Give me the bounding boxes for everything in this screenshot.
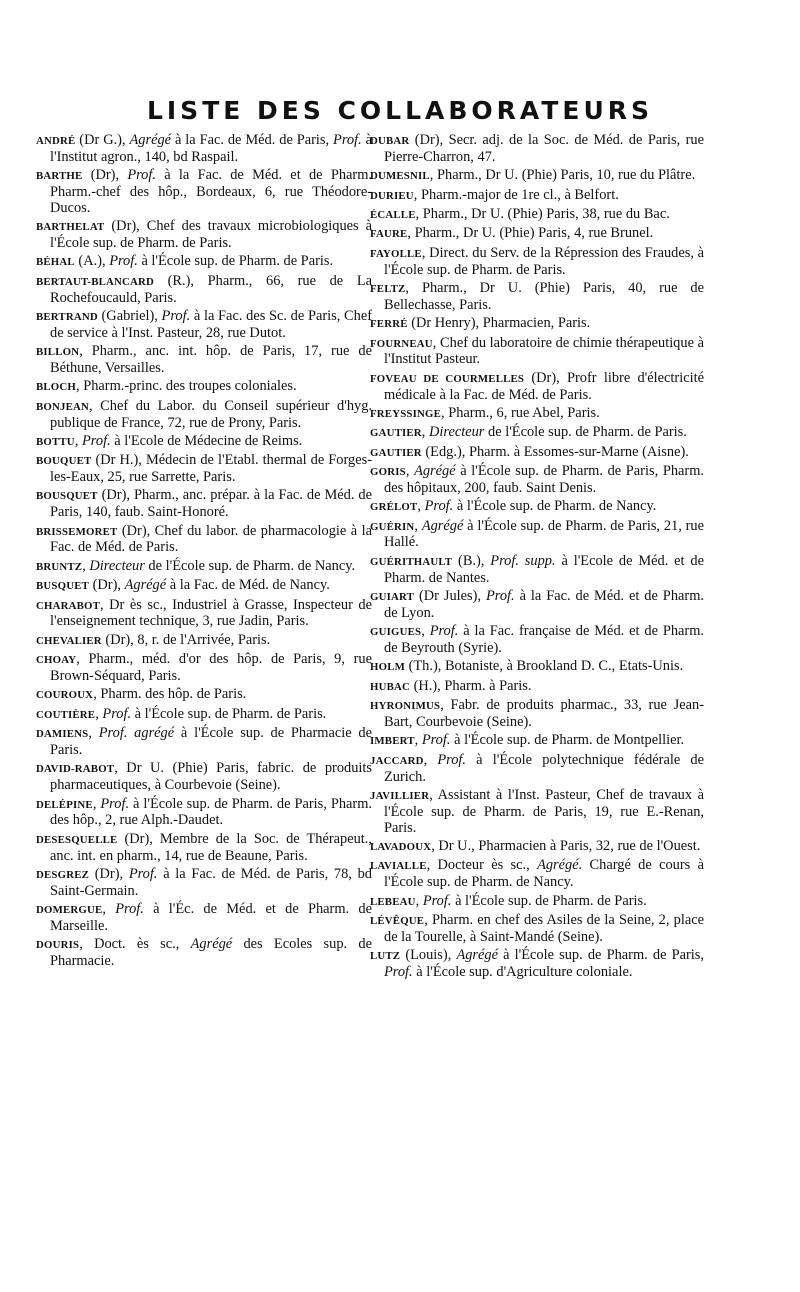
collaborator-details: à l'École sup. de Pharm. de Paris. bbox=[137, 253, 334, 270]
collaborator-entry bbox=[36, 578, 372, 595]
collaborator-title: Prof. bbox=[421, 732, 451, 749]
collaborator-details: à l'École sup. de Pharm. de Paris, bbox=[498, 947, 704, 964]
collaborator-title: Prof. bbox=[485, 588, 515, 605]
collaborator-details: , bbox=[95, 705, 103, 722]
collaborator-details: des Ecoles sup. de Pharmacie. bbox=[50, 936, 373, 970]
collaborator-title: Prof. bbox=[102, 705, 132, 722]
collaborator-name: BRUNTZ bbox=[36, 560, 83, 573]
collaborator-entry bbox=[36, 488, 372, 521]
collaborator-details: , Pharm., méd. d'or des hôp. de Paris, 9, rue Brown-Séquard, Paris. bbox=[50, 651, 372, 684]
collaborator-details: , Pharm.-princ. des troupes coloniales. bbox=[76, 378, 297, 395]
collaborator-title: Agrégé bbox=[421, 517, 464, 534]
collaborator-name: DAVID-RABOT bbox=[36, 763, 115, 776]
collaborator-details: , Doct. ès sc., bbox=[79, 936, 191, 953]
collaborator-name: JACCARD bbox=[370, 754, 424, 767]
collaborator-details: , Chef du Labor. du Conseil supérieur d'hyg. publique de France, 72, rue de Prony, Paris. bbox=[50, 397, 372, 431]
collaborator-name: DELÉPINE bbox=[36, 798, 93, 811]
collaborator-entry bbox=[370, 425, 704, 442]
collaborator-entry bbox=[36, 902, 372, 935]
collaborator-details: (Th.), Botaniste, à Brookland D. C., Etats-Unis. bbox=[405, 658, 684, 675]
collaborator-name: BOUSQUET bbox=[36, 490, 98, 503]
collaborator-details: à l'École polytechnique fédérale de Zurich. bbox=[384, 751, 704, 785]
collaborator-details: à la Fac. de Méd. de Paris, 78, bd Saint-Germain. bbox=[50, 865, 372, 899]
collaborator-name: BERTAUT-BLANCARD bbox=[36, 275, 155, 288]
collaborator-details: à la Fac. de Méd. et de Pharm. Pharm.-chef des hôp., Bordeaux, 6, rue Théodore-Ducos. bbox=[50, 167, 372, 216]
collaborator-details: , bbox=[415, 892, 423, 909]
collaborator-title: Agrégé bbox=[129, 132, 172, 148]
collaborator-details: , Pharm., Dr U. (Phie) Paris, 10, rue du Plâtre. bbox=[429, 167, 696, 184]
collaborator-name: LAVIALLE bbox=[370, 860, 427, 873]
collaborator-details: Chargé de cours à l'École sup. de Pharm. de Nancy. bbox=[384, 857, 704, 891]
collaborator-entry bbox=[370, 168, 704, 185]
collaborator-entry bbox=[370, 406, 704, 423]
left-column bbox=[36, 133, 372, 972]
collaborator-name: GUÉRITHAULT bbox=[370, 555, 453, 568]
collaborator-entry bbox=[370, 753, 704, 786]
collaborator-details: , bbox=[414, 517, 422, 534]
collaborator-entry bbox=[36, 598, 372, 631]
collaborator-entry bbox=[370, 246, 704, 279]
collaborator-title: Prof. agrégé bbox=[98, 725, 175, 742]
collaborator-details: , Pharm., anc. int. hôp. de Paris, 17, rue de Béthune, Versailles. bbox=[50, 343, 372, 376]
collaborator-details: à l'École sup. de Pharm. de Paris. bbox=[131, 705, 327, 722]
collaborator-details: à l'Institut agron., 140, bd Raspail. bbox=[50, 132, 373, 165]
collaborator-details: , Docteur ès sc., bbox=[426, 857, 538, 874]
collaborator-entry bbox=[36, 168, 372, 216]
collaborator-name: LÉVÊQUE bbox=[370, 914, 425, 927]
collaborator-name: GUIGUES bbox=[370, 626, 422, 639]
collaborator-entry bbox=[36, 274, 372, 307]
collaborator-entry bbox=[370, 733, 704, 750]
page-title: LISTE DES COLLABORATEURS bbox=[146, 96, 654, 125]
collaborator-name: FERRÉ bbox=[370, 318, 408, 331]
collaborator-name: FAYOLLE bbox=[370, 247, 422, 260]
collaborator-title: Directeur bbox=[89, 557, 145, 574]
collaborator-name: GUIART bbox=[370, 591, 415, 604]
collaborator-details: , bbox=[421, 424, 429, 441]
collaborator-details: , bbox=[102, 901, 116, 918]
collaborator-entry bbox=[370, 858, 704, 891]
collaborator-name: ANDRÉ bbox=[36, 135, 76, 147]
collaborator-name: GRÉLOT bbox=[370, 501, 418, 514]
collaborator-name: BILLON bbox=[36, 346, 80, 359]
collaborator-name: DAMIENS bbox=[36, 728, 89, 741]
collaborator-name: GAUTIER bbox=[370, 427, 422, 440]
collaborator-name: CHARABOT bbox=[36, 599, 100, 612]
right-column bbox=[370, 133, 704, 983]
collaborator-name: LAVADOUX bbox=[370, 840, 432, 853]
collaborator-details: , Fabr. de produits pharmac., 33, rue Jean-Bart, Courbevoie (Seine). bbox=[384, 697, 704, 730]
collaborator-details: à la Fac. française de Méd. et de Pharm. de Beyrouth (Syrie). bbox=[384, 623, 704, 656]
collaborator-name: CHEVALIER bbox=[36, 634, 102, 647]
collaborator-details: , bbox=[414, 732, 422, 749]
collaborator-entry bbox=[36, 309, 372, 342]
collaborator-details: (Dr), 8, r. de l'Arrivée, Paris. bbox=[101, 631, 271, 648]
collaborator-details: à l'École sup. de Pharm. de Paris. bbox=[451, 892, 647, 909]
collaborator-name: DESESQUELLE bbox=[36, 833, 118, 846]
collaborator-entry bbox=[370, 226, 704, 243]
collaborator-details: (Dr), Secr. adj. de la Soc. de Méd. de Paris, rue Pierre-Charron, 47. bbox=[384, 132, 704, 165]
collaborator-entry bbox=[370, 519, 704, 552]
collaborator-details: , bbox=[92, 795, 101, 812]
collaborator-entry bbox=[36, 761, 372, 794]
collaborator-name: CHOAY bbox=[36, 654, 77, 667]
collaborator-name: FELTZ bbox=[370, 282, 406, 295]
collaborator-title: Agrégé bbox=[124, 577, 167, 594]
collaborator-name: BONJEAN bbox=[36, 400, 89, 413]
collaborator-details: (Louis), bbox=[400, 947, 457, 964]
collaborator-name: DUMESNIL bbox=[370, 170, 430, 183]
collaborator-entry bbox=[370, 913, 704, 946]
collaborator-details: , Pharm., 6, rue Abel, Paris. bbox=[441, 404, 600, 421]
collaborator-details: à l'École sup. de Pharm. de Nancy. bbox=[453, 498, 657, 515]
collaborator-details: , bbox=[88, 725, 99, 742]
collaborator-details: , bbox=[421, 623, 430, 640]
collaborator-details: à l'École sup. de Pharmacie de Paris. bbox=[50, 725, 372, 758]
collaborator-details: à l'École sup. de Pharm. de Paris, Pharm. des hôpitaux, 200, faub. Saint Denis. bbox=[384, 463, 704, 496]
collaborator-name: BRISSEMORET bbox=[36, 525, 118, 538]
collaborator-details: à l'École sup. de Pharm. de Paris, Pharm. des hôp., 2, rue Alph.-Daudet. bbox=[50, 795, 372, 829]
collaborator-details: à l'Ecole de Méd. et de Pharm. de Nantes. bbox=[384, 552, 704, 586]
collaborator-name: BÉHAL bbox=[36, 256, 75, 269]
collaborator-entry bbox=[370, 894, 704, 911]
collaborator-details: , Chef du laboratoire de chimie thérapeutique à l'Institut Pasteur. bbox=[384, 334, 704, 368]
collaborator-title: Agrégé bbox=[456, 947, 498, 964]
collaborator-title: Prof. bbox=[422, 892, 452, 909]
collaborator-details: , Pharm., Dr U. (Phie) Paris, 38, rue du Bac. bbox=[415, 205, 670, 222]
collaborator-name: DUBAR bbox=[370, 135, 410, 147]
collaborator-title: Prof. supp. bbox=[490, 552, 556, 569]
collaborator-name: HOLM bbox=[370, 661, 405, 674]
collaborator-name: GORIS bbox=[370, 466, 406, 479]
collaborator-details: (H.), Pharm. à Paris. bbox=[410, 677, 532, 694]
collaborator-details: (Dr), bbox=[89, 577, 125, 594]
collaborator-entry bbox=[36, 652, 372, 685]
collaborator-entry bbox=[36, 344, 372, 377]
collaborator-title: Agrégé. bbox=[537, 857, 583, 874]
collaborator-name: BARTHE bbox=[36, 170, 83, 183]
collaborator-name: BUSQUET bbox=[36, 580, 90, 593]
collaborator-entry bbox=[36, 399, 372, 432]
collaborator-details: (Dr H.), Médecin de l'Etabl. thermal de Forges-les-Eaux, 25, rue Sarrette, Paris. bbox=[50, 452, 372, 486]
collaborator-entry bbox=[36, 559, 372, 576]
collaborator-details: de l'École sup. de Pharm. de Paris. bbox=[484, 424, 687, 441]
collaborator-details: (Dr Jules), bbox=[414, 588, 486, 605]
collaborator-name: BOTTU bbox=[36, 435, 75, 448]
collaborator-entry bbox=[370, 336, 704, 369]
collaborator-details: , Assistant à l'Inst. Pasteur, Chef de travaux à l'École sup. de Pharm. de Paris, 19, rue E.-Renan, Paris. bbox=[384, 786, 704, 836]
collaborator-details: (Edg.), Pharm. à Essomes-sur-Marne (Aisne). bbox=[421, 443, 689, 460]
collaborator-name: JAVILLIER bbox=[370, 789, 430, 802]
collaborator-entry bbox=[36, 687, 372, 704]
collaborator-details: à l'Éc. de Méd. et de Pharm. de Marseille. bbox=[50, 901, 372, 934]
collaborator-entry bbox=[370, 445, 704, 462]
collaborator-title: Prof. bbox=[115, 901, 144, 918]
collaborator-name: COUROUX bbox=[36, 689, 94, 702]
collaborator-details: , bbox=[423, 751, 438, 768]
collaborator-name: HYRONIMUS bbox=[370, 700, 441, 713]
collaborator-name: LUTZ bbox=[370, 950, 401, 963]
collaborator-details: à la Fac. de Méd. de Paris, bbox=[171, 132, 334, 148]
collaborator-title: Prof. bbox=[128, 865, 158, 882]
collaborator-entry bbox=[36, 254, 372, 271]
collaborator-details: (Dr), bbox=[82, 167, 128, 184]
collaborator-details: (B.), bbox=[452, 552, 491, 569]
collaborator-details: (R.), Pharm., 66, rue de La Rochefoucauld, Paris. bbox=[50, 272, 372, 306]
collaborator-entry bbox=[36, 832, 372, 865]
collaborator-entry bbox=[370, 679, 704, 696]
collaborator-details: , Pharm., Dr U. (Phie) Paris, 4, rue Brunel. bbox=[407, 225, 654, 242]
collaborator-name: IMBERT bbox=[370, 735, 415, 748]
collaborator-name: GAUTIER bbox=[370, 446, 422, 459]
collaborator-name: LEBEAU bbox=[370, 895, 416, 908]
collaborator-entry bbox=[36, 867, 372, 900]
collaborator-title: Prof. bbox=[429, 623, 459, 640]
collaborator-name: FREYSSINGE bbox=[370, 407, 441, 420]
collaborator-entry bbox=[370, 659, 704, 676]
collaborator-entry bbox=[370, 188, 704, 205]
collaborator-name: DOURIS bbox=[36, 939, 80, 952]
collaborator-entry bbox=[36, 797, 372, 830]
collaborator-entry bbox=[36, 524, 372, 557]
collaborator-details: , Pharm. des hôp. de Paris. bbox=[93, 686, 247, 703]
collaborator-details: (Dr G.), bbox=[75, 132, 130, 148]
collaborator-details: , Pharm., Dr U. (Phie) Paris, 40, rue de Bellechasse, Paris. bbox=[384, 279, 704, 313]
collaborator-entry bbox=[370, 839, 704, 856]
collaborator-entry bbox=[36, 453, 372, 486]
collaborator-name: GUÉRIN bbox=[370, 520, 415, 533]
collaborator-entry bbox=[370, 624, 704, 657]
collaborator-entry bbox=[36, 434, 372, 451]
collaborator-entry bbox=[36, 726, 372, 759]
collaborator-details: à l'École sup. de Pharm. de Paris, 21, rue Hallé. bbox=[384, 517, 704, 551]
collaborator-title: Prof. bbox=[127, 167, 156, 184]
collaborator-title: Prof. bbox=[100, 795, 130, 812]
collaborator-details: à la Fac. de Méd. de Nancy. bbox=[166, 577, 330, 594]
collaborator-title: Prof. bbox=[333, 132, 362, 148]
collaborator-entry bbox=[370, 698, 704, 731]
collaborator-name: COUTIÈRE bbox=[36, 708, 96, 721]
collaborator-details: , Dr U. (Phie) Paris, fabric. de produits pharmaceutiques, à Courbevoie (Seine). bbox=[50, 760, 372, 794]
collaborator-details: à l'Ecole de Médecine de Reims. bbox=[110, 432, 303, 449]
collaborator-details: (Dr Henry), Pharmacien, Paris. bbox=[407, 315, 591, 332]
collaborator-name: BLOCH bbox=[36, 381, 76, 394]
collaborator-name: DESGREZ bbox=[36, 868, 90, 881]
collaborator-title: Directeur bbox=[429, 424, 485, 441]
collaborator-entry bbox=[370, 281, 704, 314]
collaborator-title: Prof. bbox=[82, 432, 111, 449]
collaborator-name: DURIEU bbox=[370, 189, 414, 202]
collaborator-title: Agrégé bbox=[190, 936, 233, 953]
collaborator-entry bbox=[370, 499, 704, 516]
collaborator-entry bbox=[36, 633, 372, 650]
collaborator-name: BERTRAND bbox=[36, 310, 98, 323]
collaborator-details: , Dr ès sc., Industriel à Grasse, Inspecteur de l'enseignement technique, 3, rue Jadin, Paris. bbox=[50, 596, 372, 630]
collaborator-entry bbox=[370, 371, 704, 404]
collaborator-details: (Dr), Chef du labor. de pharmacologie à la Fac. de Méd. de Paris. bbox=[50, 522, 372, 556]
collaborator-title: Prof. bbox=[437, 751, 467, 768]
collaborator-entry bbox=[36, 379, 372, 396]
collaborator-details: , Dr U., Pharmacien à Paris, 32, rue de l'Ouest. bbox=[431, 837, 701, 854]
collaborator-entry bbox=[370, 464, 704, 497]
collaborator-name: BARTHELAT bbox=[36, 221, 105, 234]
collaborator-details: (Dr), Profr libre d'électricité médicale à la Fac. de Méd. de Paris. bbox=[384, 369, 704, 403]
collaborator-name: BOUQUET bbox=[36, 455, 92, 468]
collaborator-details: à la Fac. des Sc. de Paris, Chef de service à l'Inst. Pasteur, 28, rue Dutot. bbox=[50, 307, 373, 341]
collaborator-entry bbox=[36, 133, 372, 166]
collaborator-entry bbox=[370, 207, 704, 224]
collaborator-details: de l'École sup. de Pharm. de Nancy. bbox=[144, 557, 356, 574]
collaborator-entry bbox=[36, 937, 372, 970]
collaborator-name: FOVEAU DE COURMELLES bbox=[370, 372, 525, 385]
collaborator-details: , Direct. du Serv. de la Répression des Fraudes, à l'École sup. de Pharm. de Paris. bbox=[384, 244, 704, 278]
collaborator-entry bbox=[370, 788, 704, 836]
collaborator-details: (Gabriel), bbox=[97, 307, 162, 324]
collaborator-title: Prof. bbox=[109, 253, 138, 270]
collaborator-name: ÉCALLE bbox=[370, 208, 416, 221]
collaborator-title: Prof. bbox=[424, 498, 454, 515]
collaborator-entry bbox=[370, 316, 704, 333]
collaborator-details: à l'École sup. d'Agriculture coloniale. bbox=[412, 963, 633, 980]
collaborator-details: (Dr), Pharm., anc. prépar. à la Fac. de Méd. de Paris, 140, faub. Saint-Honoré. bbox=[50, 487, 372, 521]
collaborator-title: Agrégé bbox=[414, 463, 456, 480]
collaborator-details: à l'École sup. de Pharm. de Montpellier. bbox=[450, 732, 685, 749]
collaborator-details: (A.), bbox=[74, 253, 110, 270]
collaborator-entry bbox=[370, 133, 704, 166]
collaborator-title: Prof. bbox=[384, 963, 413, 980]
collaborator-details: , bbox=[417, 498, 425, 515]
collaborator-name: DOMERGUE bbox=[36, 904, 103, 917]
collaborator-details: (Dr), bbox=[89, 865, 129, 882]
collaborator-details: , bbox=[74, 432, 83, 449]
collaborator-details: , bbox=[82, 557, 90, 574]
collaborator-details: (Dr), Membre de la Soc. de Thérapeut., anc. int. en pharm., 14, rue de Beaune, Paris. bbox=[50, 830, 372, 864]
collaborator-name: HUBAC bbox=[370, 680, 410, 693]
collaborator-details: , Pharm.-major de 1re cl., à Belfort. bbox=[413, 186, 619, 203]
collaborator-details: à la Fac. de Méd. et de Pharm. de Lyon. bbox=[384, 588, 704, 621]
collaborator-entry bbox=[370, 589, 704, 622]
collaborator-name: FAURE bbox=[370, 228, 408, 241]
collaborator-title: Prof. bbox=[161, 307, 191, 324]
collaborator-entry bbox=[36, 707, 372, 724]
collaborator-name: FOURNEAU bbox=[370, 337, 433, 350]
collaborator-details: (Dr), Chef des travaux microbiologiques à l'École sup. de Pharm. de Paris. bbox=[50, 218, 372, 251]
collaborator-details: , bbox=[405, 463, 415, 480]
collaborator-entry bbox=[370, 554, 704, 587]
collaborator-entry bbox=[370, 948, 704, 981]
collaborator-entry bbox=[36, 219, 372, 252]
collaborator-details: , Pharm. en chef des Asiles de la Seine, 2, place de la Tourelle, à Saint-Mandé (Seine). bbox=[384, 911, 704, 945]
